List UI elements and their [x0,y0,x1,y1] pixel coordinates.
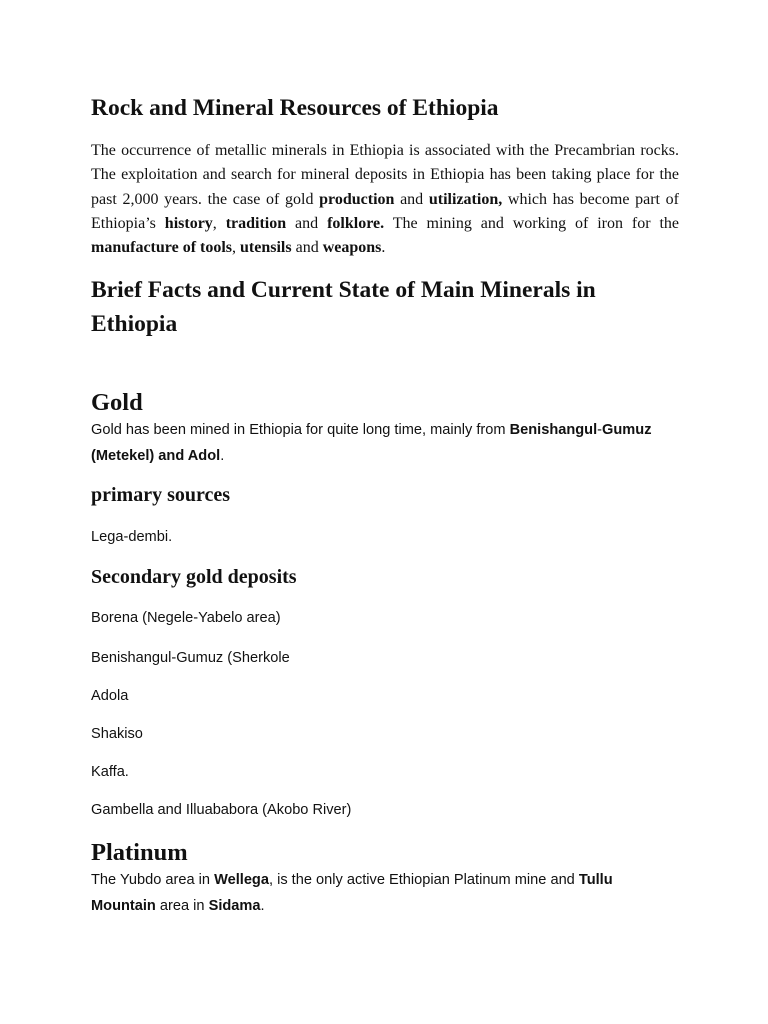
intro-paragraph [91,139,679,260]
secondary-deposits-heading: Secondary gold deposits [91,566,297,588]
intro-text: and [286,214,328,232]
gold-text: . [220,448,225,464]
document-title: Rock and Mineral Resources of Ethiopia [91,95,499,121]
intro-text: and [394,190,429,208]
intro-text: The mining and working of iron for the [384,214,680,232]
gold-text: - [597,422,603,438]
intro-text: , [212,214,226,232]
platinum-heading: Platinum [91,839,188,866]
intro-text: and [291,239,323,257]
deposit-item: Borena (Negele-Yabelo area) [91,610,281,626]
deposit-item: Benishangul-Gumuz (Sherkole [91,650,290,666]
intro-bold-folklore: folklore. [327,214,385,232]
intro-bold-tradition: tradition [225,214,287,232]
primary-source-item: Lega-dembi. [91,529,173,545]
primary-sources-heading: primary sources [91,484,231,506]
gold-heading: Gold [91,389,143,416]
platinum-bold-tullu: Tullu Mountain [91,872,613,914]
gold-bold-gumuz: Gumuz (Metekel) and Adol [91,422,652,464]
gold-paragraph [91,417,679,469]
platinum-paragraph [91,867,679,919]
intro-text: which has become part of Ethiopia’s [91,190,679,232]
intro-bold-history: history [164,214,213,232]
deposit-item: Gambella and Illuababora (Akobo River) [91,802,352,818]
intro-text: The occurrence of metallic minerals in Ethiopia is associated with the Precambrian rocks. The exploitation and search for mineral deposits in Ethiopia has been taking place for the past 2,000 years. the case of gold [91,142,679,208]
platinum-text: The Yubdo area in [91,872,215,888]
platinum-text: , is the only active Ethiopian Platinum mine and [268,872,579,888]
intro-bold-manufacture: manufacture of tools [91,239,233,257]
brief-facts-heading: Brief Facts and Current State of Main Minerals in Ethiopia [91,277,596,337]
platinum-text: area in [155,898,209,914]
intro-text: , [232,239,241,257]
deposit-item: Adola [91,688,129,704]
deposit-item: Shakiso [91,726,143,742]
platinum-text: . [260,898,265,914]
intro-bold-utensils: utensils [240,239,292,257]
intro-bold-production: production [319,190,395,208]
platinum-bold-sidama: Sidama [208,898,261,914]
intro-bold-weapons: weapons [322,239,382,257]
intro-bold-utilization: utilization, [428,190,503,208]
intro-text: . [381,239,386,257]
platinum-bold-wellega: Wellega [214,872,269,888]
gold-bold-benishangul: Benishangul [509,422,598,438]
deposit-item: Kaffa. [91,764,129,780]
gold-text: Gold has been mined in Ethiopia for quite long time, mainly from [91,422,510,438]
